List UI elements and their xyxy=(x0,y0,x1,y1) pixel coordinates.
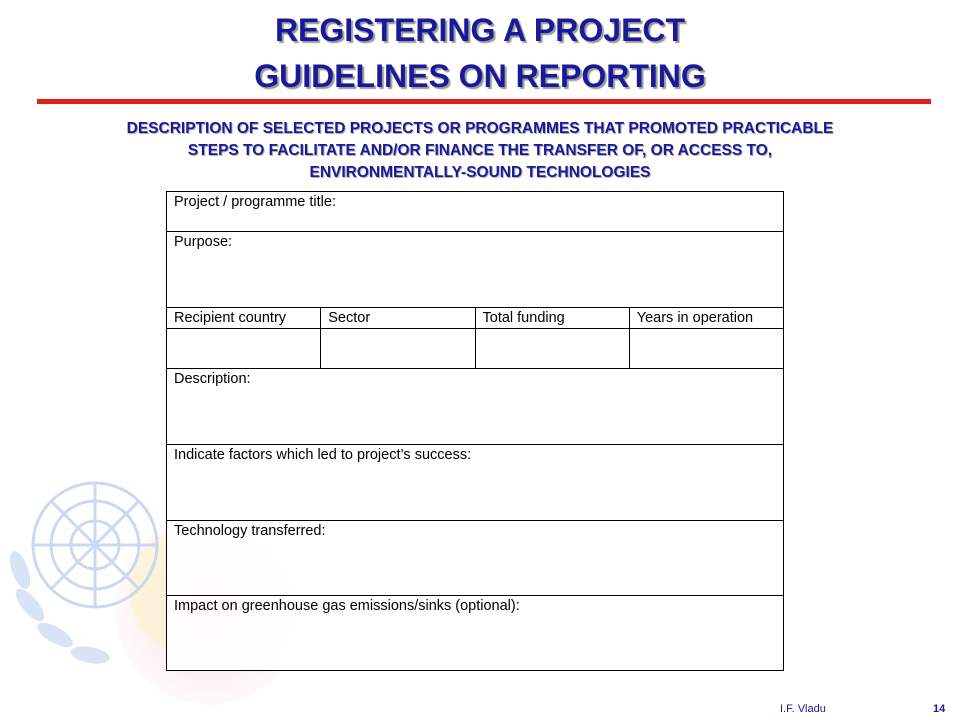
emblem-globe xyxy=(33,483,157,607)
table-row xyxy=(167,192,784,232)
page-title-line-2: GUIDELINES ON REPORTING xyxy=(254,58,706,94)
project-title-field[interactable]: Project / programme title: xyxy=(167,192,784,232)
table-row xyxy=(167,445,784,521)
ghg-impact-field[interactable]: Impact on greenhouse gas emissions/sinks (optional): xyxy=(167,596,784,671)
table-row xyxy=(167,521,784,596)
years-in-operation-header: Years in operation xyxy=(629,308,783,329)
recipient-country-field[interactable] xyxy=(167,329,321,369)
table-row xyxy=(167,308,784,329)
footer-author: I.F. Vladu xyxy=(780,703,826,715)
subtitle-line-2: STEPS TO FACILITATE AND/OR FINANCE THE TRANSFER OF, OR ACCESS TO, xyxy=(187,142,773,159)
recipient-country-header: Recipient country xyxy=(167,308,321,329)
total-funding-field[interactable] xyxy=(475,329,629,369)
title-divider xyxy=(37,99,931,104)
success-factors-field[interactable]: Indicate factors which led to project’s success: xyxy=(167,445,784,521)
subtitle-line-3: ENVIRONMENTALLY-SOUND TECHNOLOGIES xyxy=(309,164,651,181)
subtitle-line-1: DESCRIPTION OF SELECTED PROJECTS OR PROGRAMMES THAT PROMOTED PRACTICABLE xyxy=(126,120,834,137)
purpose-field[interactable]: Purpose: xyxy=(167,232,784,308)
sector-header: Sector xyxy=(321,308,475,329)
description-field[interactable]: Description: xyxy=(167,369,784,445)
sector-field[interactable] xyxy=(321,329,475,369)
table-row xyxy=(167,596,784,671)
page-title-line-1: REGISTERING A PROJECT xyxy=(274,12,686,48)
page-number: 14 xyxy=(933,703,946,715)
reporting-form xyxy=(166,191,784,669)
table-row xyxy=(167,329,784,369)
table-row xyxy=(167,369,784,445)
years-in-operation-field[interactable] xyxy=(629,329,783,369)
total-funding-header: Total funding xyxy=(475,308,629,329)
table-row xyxy=(167,232,784,308)
technology-transferred-field[interactable]: Technology transferred: xyxy=(167,521,784,596)
reporting-form-table xyxy=(166,191,784,671)
